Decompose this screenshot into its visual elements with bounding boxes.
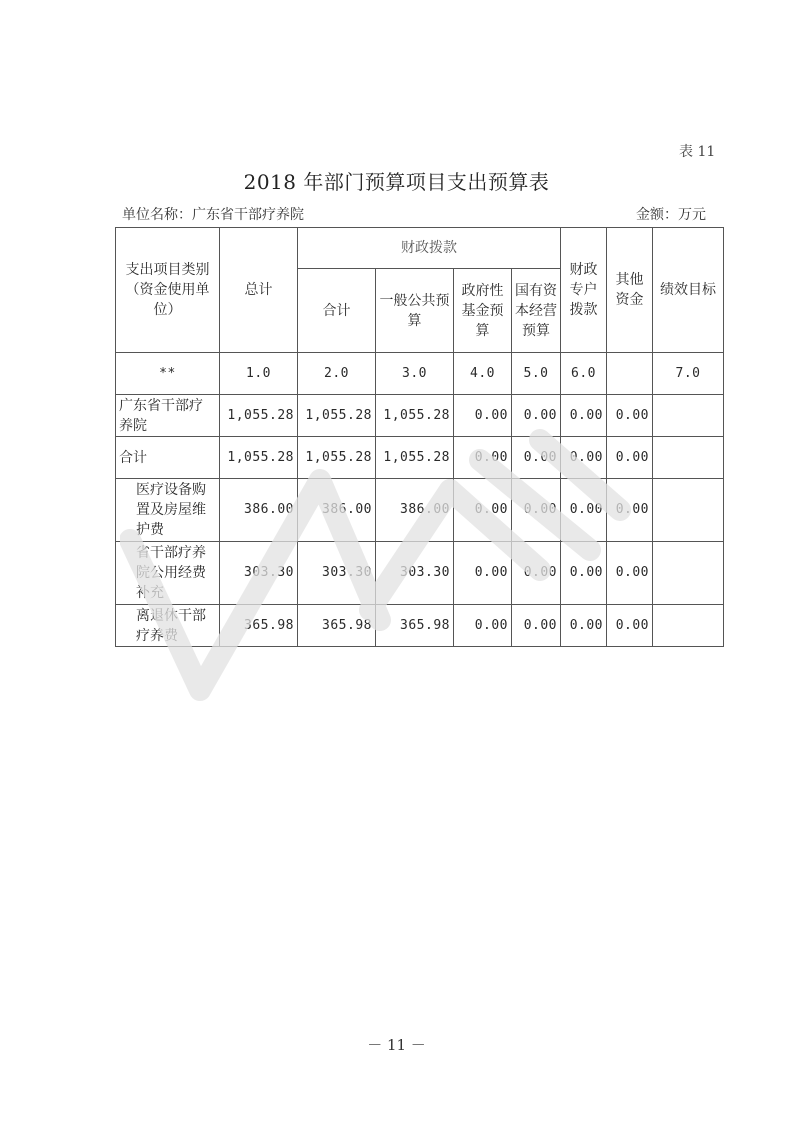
index-cell: ** (116, 353, 220, 395)
cell-special: 0.00 (561, 479, 607, 542)
index-cell: 5.0 (512, 353, 561, 395)
cell-other: 0.00 (607, 437, 653, 479)
index-row (116, 353, 724, 395)
cell-fiscal-sum: 365.98 (298, 605, 376, 647)
cell-special: 0.00 (561, 542, 607, 605)
index-cell: 3.0 (376, 353, 454, 395)
index-cell: 6.0 (561, 353, 607, 395)
cell-target (653, 395, 724, 437)
index-cell: 7.0 (653, 353, 724, 395)
header-special: 财政专户拨款 (561, 228, 607, 353)
cell-general: 365.98 (376, 605, 454, 647)
cell-other: 0.00 (607, 479, 653, 542)
header-fiscal-sum: 合计 (298, 269, 376, 353)
cell-target (653, 542, 724, 605)
cell-state-capital: 0.00 (512, 605, 561, 647)
index-cell: 1.0 (220, 353, 298, 395)
row-name: 离退休干部疗养费 (116, 605, 220, 647)
cell-fiscal-sum: 386.00 (298, 479, 376, 542)
table-row (116, 395, 724, 437)
row-name: 合计 (116, 437, 220, 479)
header-category: 支出项目类别（资金使用单位） (116, 228, 220, 353)
cell-state-capital: 0.00 (512, 437, 561, 479)
table-row (116, 542, 724, 605)
cell-fiscal-sum: 1,055.28 (298, 437, 376, 479)
cell-state-capital: 0.00 (512, 542, 561, 605)
header-row-1 (116, 228, 724, 269)
cell-gov-fund: 0.00 (454, 479, 512, 542)
unit-name: 单位名称：广东省干部疗养院 (122, 207, 304, 223)
document-title: 2018 年部门预算项目支出预算表 (243, 170, 550, 194)
header-total: 总计 (220, 228, 298, 353)
cell-special: 0.00 (561, 605, 607, 647)
cell-general: 1,055.28 (376, 437, 454, 479)
amount-unit: 金额：万元 (636, 207, 706, 223)
header-other: 其他资金 (607, 228, 653, 353)
cell-other: 0.00 (607, 542, 653, 605)
row-name: 省干部疗养院公用经费补充 (116, 542, 220, 605)
index-cell: 4.0 (454, 353, 512, 395)
cell-other: 0.00 (607, 605, 653, 647)
cell-gov-fund: 0.00 (454, 437, 512, 479)
index-cell: 2.0 (298, 353, 376, 395)
table-row (116, 605, 724, 647)
page-number: － 11 － (367, 1036, 426, 1054)
header-target: 绩效目标 (653, 228, 724, 353)
row-name: 广东省干部疗养院 (116, 395, 220, 437)
cell-total: 365.98 (220, 605, 298, 647)
cell-special: 0.00 (561, 437, 607, 479)
cell-special: 0.00 (561, 395, 607, 437)
cell-other: 0.00 (607, 395, 653, 437)
budget-table (115, 227, 724, 647)
cell-state-capital: 0.00 (512, 395, 561, 437)
cell-gov-fund: 0.00 (454, 605, 512, 647)
cell-gov-fund: 0.00 (454, 395, 512, 437)
cell-total: 303.30 (220, 542, 298, 605)
cell-target (653, 437, 724, 479)
cell-total: 386.00 (220, 479, 298, 542)
table-row (116, 479, 724, 542)
cell-general: 303.30 (376, 542, 454, 605)
header-gov-fund: 政府性基金预算 (454, 269, 512, 353)
header-fiscal: 财政拨款 (298, 228, 561, 269)
cell-total: 1,055.28 (220, 395, 298, 437)
cell-target (653, 605, 724, 647)
cell-gov-fund: 0.00 (454, 542, 512, 605)
table-row (116, 437, 724, 479)
index-cell (607, 353, 653, 395)
cell-state-capital: 0.00 (512, 479, 561, 542)
cell-fiscal-sum: 303.30 (298, 542, 376, 605)
header-general: 一般公共预算 (376, 269, 454, 353)
cell-fiscal-sum: 1,055.28 (298, 395, 376, 437)
row-name: 医疗设备购置及房屋维护费 (116, 479, 220, 542)
cell-general: 1,055.28 (376, 395, 454, 437)
cell-general: 386.00 (376, 479, 454, 542)
cell-total: 1,055.28 (220, 437, 298, 479)
header-state-capital: 国有资本经营预算 (512, 269, 561, 353)
cell-target (653, 479, 724, 542)
page-label: 表 11 (679, 144, 716, 160)
